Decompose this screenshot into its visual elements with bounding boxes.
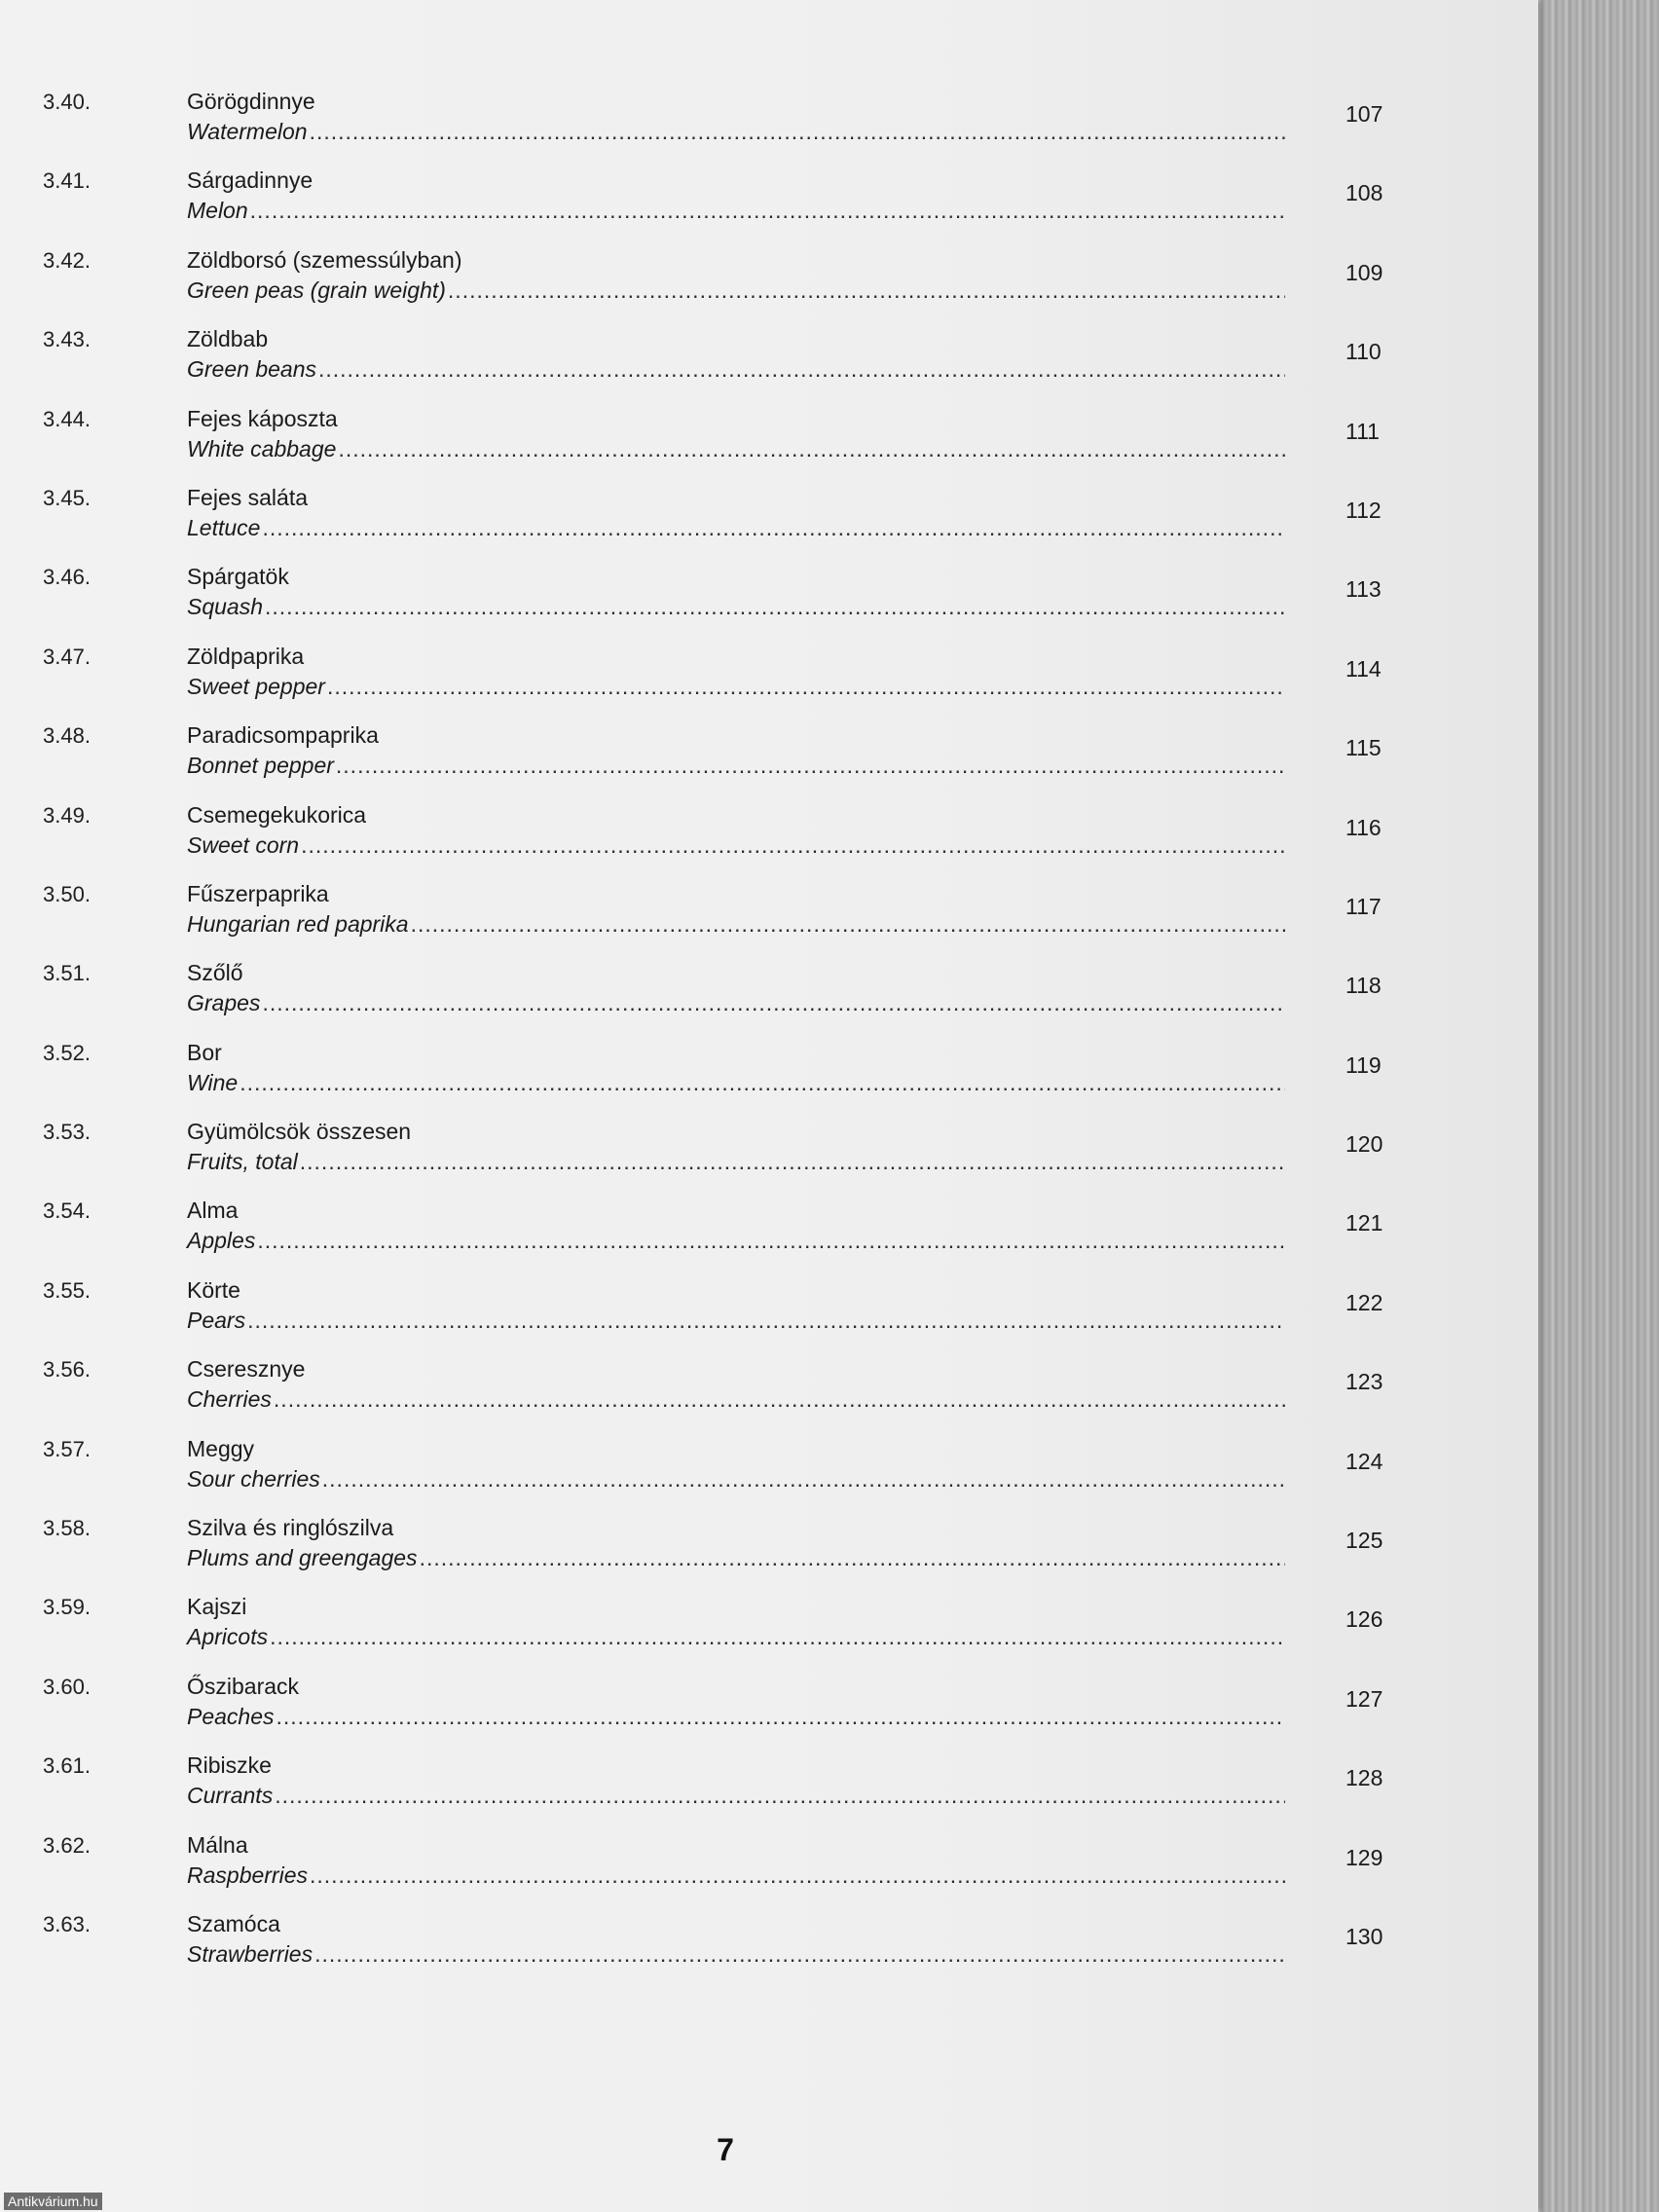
entry-number: 3.59. — [43, 1595, 91, 1620]
dot-leader — [265, 592, 1285, 621]
toc-entry — [0, 1665, 1538, 1744]
dot-leader — [336, 751, 1285, 780]
dot-leader — [275, 1781, 1285, 1810]
dot-leader — [270, 1622, 1285, 1651]
entry-titles — [187, 1512, 1285, 1572]
dot-leader — [262, 513, 1285, 542]
dot-leader — [247, 1306, 1285, 1335]
page-number: 7 — [717, 2132, 734, 2167]
entry-title-hungarian: Fűszerpaprika — [187, 880, 329, 906]
entry-titles — [187, 1353, 1285, 1414]
entry-titles — [187, 403, 1285, 463]
toc-entry — [0, 1347, 1538, 1426]
entry-page-number: 116 — [1346, 814, 1382, 840]
entry-page-number: 127 — [1346, 1685, 1383, 1712]
entry-title-english-line — [187, 830, 1285, 860]
entry-title-english-line — [187, 1781, 1285, 1810]
toc-entry — [0, 1110, 1538, 1189]
entry-number: 3.50. — [43, 881, 91, 906]
entry-title-english: Green peas (grain weight) — [187, 276, 446, 303]
toc-entry — [0, 1269, 1538, 1347]
entry-page-number: 113 — [1346, 576, 1382, 603]
toc-entry — [0, 1189, 1538, 1268]
dot-leader — [310, 117, 1285, 146]
entry-page-number: 115 — [1346, 735, 1382, 761]
entry-number: 3.61. — [43, 1753, 91, 1779]
dot-leader — [300, 1147, 1285, 1176]
entry-title-english-line — [187, 117, 1285, 146]
entry-title-hungarian: Őszibarack — [187, 1673, 300, 1699]
entry-title-english: Squash — [187, 594, 264, 620]
entry-title-english-line — [187, 1068, 1285, 1097]
dot-leader — [322, 1464, 1285, 1493]
entry-number: 3.47. — [43, 644, 91, 669]
dot-leader — [301, 830, 1285, 860]
entry-title-english: Watermelon — [187, 119, 308, 144]
entry-title-hungarian: Meggy — [187, 1435, 255, 1461]
toc-entry — [0, 476, 1538, 555]
entry-title-english: Bonnet pepper — [187, 753, 334, 779]
entry-titles — [187, 719, 1285, 780]
entry-page-number: 120 — [1346, 1131, 1383, 1158]
entry-titles — [187, 1591, 1285, 1651]
entry-title-english: Raspberries — [187, 1862, 308, 1888]
entry-page-number: 130 — [1346, 1923, 1383, 1949]
toc-entry — [0, 1031, 1538, 1110]
entry-title-english: Currants — [187, 1783, 274, 1809]
dot-leader — [250, 196, 1285, 225]
toc-entry — [0, 239, 1538, 317]
entry-title-hungarian: Zöldpaprika — [187, 643, 305, 669]
entry-title-english-line — [187, 1306, 1285, 1335]
toc-entry — [0, 80, 1538, 159]
entry-titles — [187, 1829, 1285, 1890]
entry-number: 3.57. — [43, 1436, 91, 1461]
entry-title-english: Cherries — [187, 1386, 272, 1413]
dot-leader — [448, 276, 1285, 305]
entry-titles — [187, 799, 1285, 860]
entry-title-english: Wine — [187, 1069, 239, 1095]
entry-title-english: Sour cherries — [187, 1465, 320, 1492]
entry-title-english: Pears — [187, 1307, 246, 1333]
entry-number: 3.45. — [43, 485, 91, 510]
entry-title-hungarian: Fejes káposzta — [187, 405, 338, 431]
entry-title-hungarian: Málna — [187, 1831, 248, 1858]
entry-page-number: 114 — [1346, 655, 1382, 682]
entry-title-english: Fruits, total — [187, 1149, 298, 1175]
dot-leader — [327, 672, 1285, 701]
toc-entry — [0, 1824, 1538, 1902]
entry-number: 3.60. — [43, 1674, 91, 1699]
entry-titles — [187, 86, 1285, 146]
entry-title-hungarian: Zöldborsó (szemessúlyban) — [187, 246, 462, 273]
entry-number: 3.46. — [43, 565, 91, 590]
entry-page-number: 112 — [1346, 497, 1382, 523]
dot-leader — [276, 1702, 1285, 1731]
entry-number: 3.41. — [43, 168, 91, 194]
entry-titles — [187, 1750, 1285, 1810]
entry-title-english-line — [187, 1226, 1285, 1255]
toc-entry — [0, 793, 1538, 872]
entry-page-number: 110 — [1346, 339, 1382, 365]
entry-title-english-line — [187, 196, 1285, 225]
watermark: Antikvárium.hu — [4, 2193, 102, 2210]
entry-page-number: 129 — [1346, 1844, 1383, 1870]
dot-leader — [262, 988, 1285, 1017]
entry-number: 3.62. — [43, 1832, 91, 1858]
entry-title-english-line — [187, 434, 1285, 463]
entry-title-hungarian: Cseresznye — [187, 1356, 306, 1382]
entry-title-english: Lettuce — [187, 514, 261, 540]
entry-title-english: White cabbage — [187, 435, 337, 461]
entry-number: 3.42. — [43, 247, 91, 273]
dot-leader — [240, 1068, 1285, 1097]
toc-entry — [0, 714, 1538, 793]
entry-title-english: Plums and greengages — [187, 1545, 418, 1571]
entry-page-number: 122 — [1346, 1289, 1383, 1315]
entry-title-hungarian: Szőlő — [187, 960, 243, 986]
dot-leader — [411, 909, 1285, 939]
toc-entry — [0, 555, 1538, 634]
entry-page-number: 123 — [1346, 1369, 1383, 1395]
entry-title-hungarian: Szamóca — [187, 1910, 280, 1936]
entry-page-number: 107 — [1346, 101, 1383, 127]
background-surface — [1536, 0, 1659, 2212]
entry-title-hungarian: Zöldbab — [187, 326, 269, 352]
dot-leader — [314, 1939, 1285, 1969]
entry-title-hungarian: Körte — [187, 1276, 240, 1303]
toc-entry — [0, 1585, 1538, 1664]
entry-number: 3.40. — [43, 90, 91, 114]
toc-entry — [0, 397, 1538, 476]
entry-title-english-line — [187, 513, 1285, 542]
entry-number: 3.49. — [43, 802, 91, 828]
entry-title-english-line — [187, 1939, 1285, 1969]
dot-leader — [420, 1543, 1285, 1572]
toc-entry — [0, 635, 1538, 714]
entry-title-english-line — [187, 354, 1285, 384]
entry-title-english: Sweet pepper — [187, 673, 325, 699]
entry-title-hungarian: Paradicsompaprika — [187, 722, 379, 749]
entry-titles — [187, 1671, 1285, 1731]
entry-title-english: Sweet corn — [187, 831, 300, 858]
entry-titles — [187, 878, 1285, 939]
entry-title-english: Green beans — [187, 356, 316, 383]
toc-entry — [0, 1427, 1538, 1506]
entry-title-hungarian: Kajszi — [187, 1594, 247, 1620]
entry-title-english: Apricots — [187, 1624, 269, 1650]
toc-entry — [0, 159, 1538, 238]
entry-page-number: 128 — [1346, 1765, 1383, 1791]
entry-titles — [187, 482, 1285, 542]
entry-page-number: 118 — [1346, 973, 1382, 999]
entry-title-hungarian: Alma — [187, 1198, 239, 1224]
entry-number: 3.54. — [43, 1198, 91, 1224]
entry-title-english-line — [187, 1543, 1285, 1572]
entry-number: 3.63. — [43, 1911, 91, 1936]
entry-page-number: 109 — [1346, 259, 1383, 285]
dot-leader — [257, 1226, 1285, 1255]
entry-titles — [187, 1037, 1285, 1097]
dot-leader — [274, 1384, 1285, 1414]
entry-title-english-line — [187, 1147, 1285, 1176]
dot-leader — [310, 1861, 1285, 1890]
dot-leader — [338, 434, 1285, 463]
entry-title-english-line — [187, 1622, 1285, 1651]
entry-title-hungarian: Bor — [187, 1039, 222, 1065]
entry-titles — [187, 244, 1285, 305]
toc-entry — [0, 317, 1538, 396]
entry-titles — [187, 957, 1285, 1017]
toc-entry — [0, 1744, 1538, 1823]
entry-title-english: Strawberries — [187, 1940, 313, 1967]
entry-title-english-line — [187, 1861, 1285, 1890]
entry-title-english-line — [187, 751, 1285, 780]
entry-title-hungarian: Görögdinnye — [187, 89, 315, 114]
entry-number: 3.53. — [43, 1120, 91, 1145]
entry-title-hungarian: Fejes saláta — [187, 484, 309, 510]
entry-title-hungarian: Csemegekukorica — [187, 801, 367, 828]
entry-title-english-line — [187, 276, 1285, 305]
entry-page-number: 126 — [1346, 1606, 1383, 1633]
entry-titles — [187, 323, 1285, 384]
entry-titles — [187, 165, 1285, 225]
toc-entry — [0, 1902, 1538, 1981]
entry-title-english-line — [187, 672, 1285, 701]
toc-entry — [0, 1506, 1538, 1585]
entry-number: 3.58. — [43, 1516, 91, 1541]
toc-entry — [0, 951, 1538, 1030]
entry-page-number: 117 — [1346, 893, 1382, 919]
entry-number: 3.55. — [43, 1277, 91, 1303]
entry-title-hungarian: Gyümölcsök összesen — [187, 1119, 412, 1145]
entry-title-english-line — [187, 1464, 1285, 1493]
entry-page-number: 108 — [1346, 180, 1383, 206]
entry-page-number: 124 — [1346, 1448, 1383, 1474]
entry-number: 3.44. — [43, 406, 91, 431]
entry-number: 3.51. — [43, 961, 91, 986]
entry-titles — [187, 1908, 1285, 1969]
entry-title-english: Apples — [187, 1228, 256, 1254]
entry-titles — [187, 641, 1285, 701]
toc-entry — [0, 872, 1538, 951]
entry-title-hungarian: Spárgatök — [187, 564, 289, 590]
entry-title-english: Melon — [187, 198, 248, 224]
entry-title-english-line — [187, 909, 1285, 939]
entry-page-number: 121 — [1346, 1210, 1383, 1236]
entry-title-english-line — [187, 592, 1285, 621]
entry-number: 3.43. — [43, 327, 91, 352]
entry-titles — [187, 1116, 1285, 1176]
entry-title-hungarian: Ribiszke — [187, 1752, 272, 1779]
entry-number: 3.56. — [43, 1357, 91, 1382]
entry-title-english: Grapes — [187, 990, 261, 1016]
entry-title-english: Peaches — [187, 1703, 275, 1729]
dot-leader — [318, 354, 1285, 384]
entry-number: 3.48. — [43, 723, 91, 749]
entry-page-number: 111 — [1346, 418, 1380, 444]
entry-title-english-line — [187, 1384, 1285, 1414]
table-of-contents — [0, 80, 1538, 1981]
entry-titles — [187, 1195, 1285, 1255]
entry-title-hungarian: Sárgadinnye — [187, 167, 313, 194]
entry-title-english-line — [187, 988, 1285, 1017]
entry-title-hungarian: Szilva és ringlószilva — [187, 1515, 394, 1541]
entry-number: 3.52. — [43, 1040, 91, 1065]
entry-page-number: 119 — [1346, 1051, 1382, 1078]
entry-title-english: Hungarian red paprika — [187, 910, 409, 937]
entry-title-english-line — [187, 1702, 1285, 1731]
entry-titles — [187, 1433, 1285, 1493]
entry-titles — [187, 561, 1285, 621]
entry-titles — [187, 1274, 1285, 1335]
entry-page-number: 125 — [1346, 1528, 1383, 1554]
